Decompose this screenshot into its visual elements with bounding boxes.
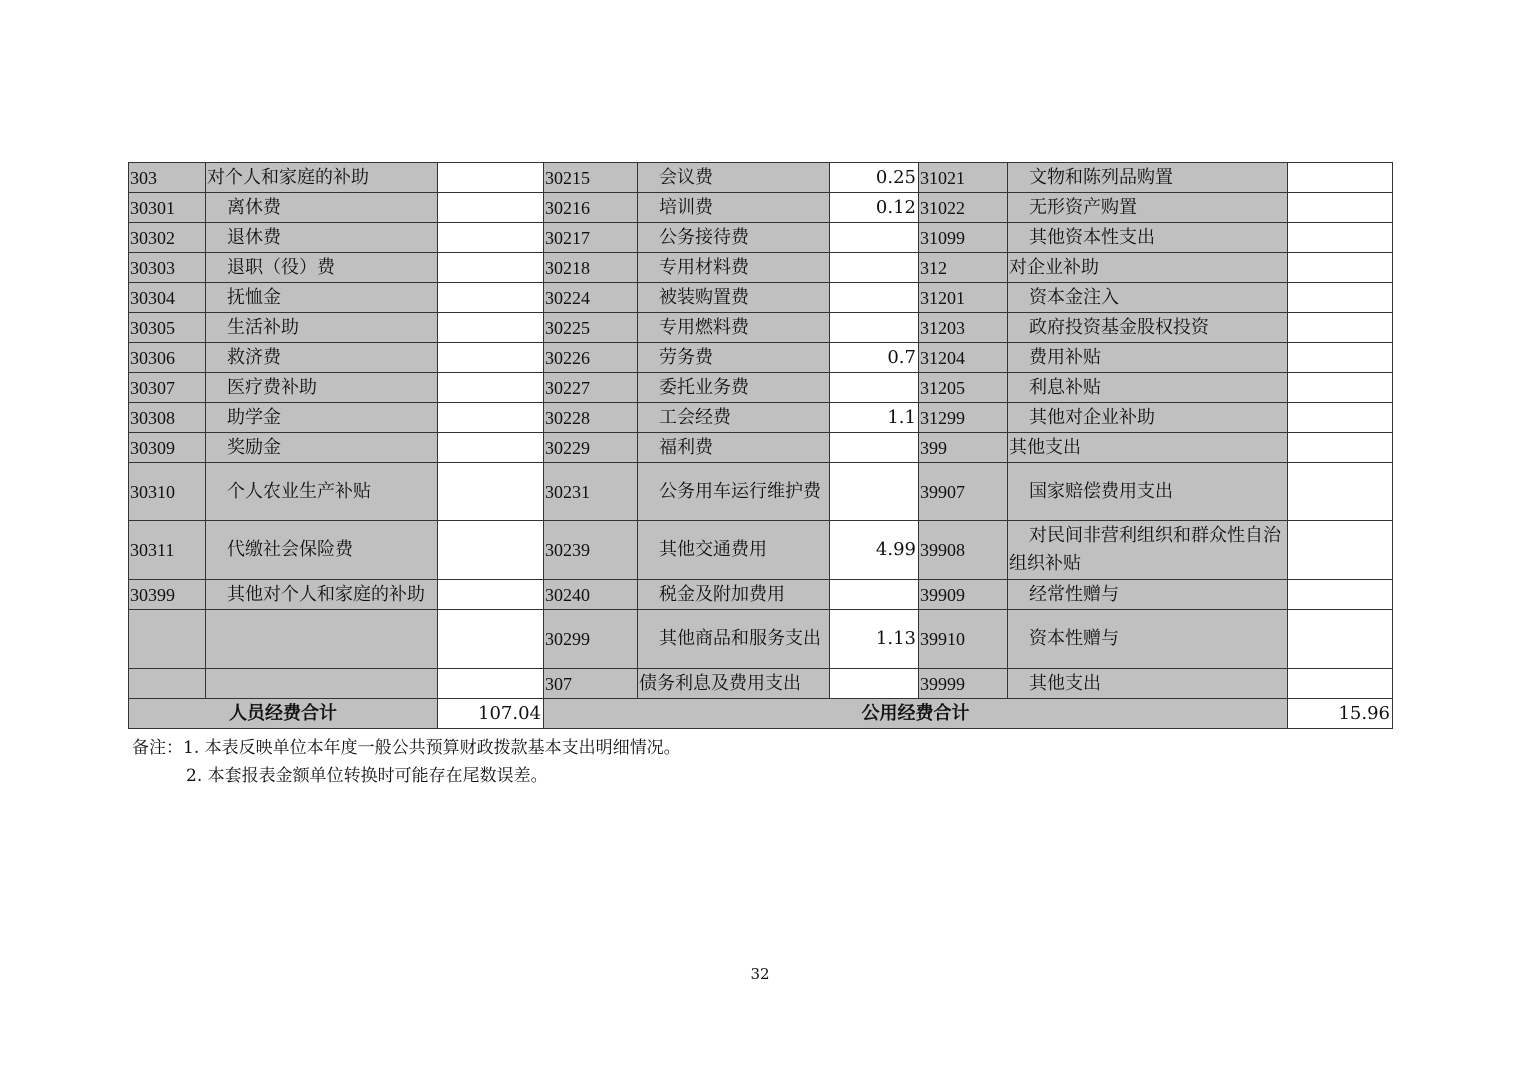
row-name-1: 医疗费补助 [206,373,438,403]
row-value-2 [830,669,919,699]
row-value-1 [438,610,544,669]
row-value-1 [438,283,544,313]
row-code-1: 30309 [129,433,206,463]
row-code-1: 30302 [129,223,206,253]
row-value-1 [438,193,544,223]
row-value-1 [438,463,544,521]
row-name-1 [206,610,438,669]
row-value-2: 0.7 [830,343,919,373]
row-value-2 [830,463,919,521]
row-code-3: 39909 [919,580,1008,610]
row-code-3: 31204 [919,343,1008,373]
row-code-2: 30225 [544,313,638,343]
row-name-1: 奖励金 [206,433,438,463]
row-name-3: 政府投资基金股权投资 [1008,313,1288,343]
row-value-2 [830,433,919,463]
row-value-3 [1288,669,1393,699]
row-value-3 [1288,223,1393,253]
row-name-1: 代缴社会保险费 [206,521,438,580]
row-code-2: 30226 [544,343,638,373]
table-row [129,343,1393,373]
row-name-3: 无形资产购置 [1008,193,1288,223]
row-code-1: 303 [129,163,206,193]
row-value-1 [438,373,544,403]
row-name-2: 培训费 [638,193,830,223]
row-code-1: 30305 [129,313,206,343]
row-value-1 [438,223,544,253]
row-value-3 [1288,610,1393,669]
row-code-2: 30239 [544,521,638,580]
row-name-3: 经常性赠与 [1008,580,1288,610]
row-name-2: 债务利息及费用支出 [638,669,830,699]
row-code-2: 30229 [544,433,638,463]
row-value-1 [438,669,544,699]
table-row [129,373,1393,403]
row-value-1 [438,433,544,463]
row-name-2: 其他商品和服务支出 [638,610,830,669]
row-name-2: 公务用车运行维护费 [638,463,830,521]
row-value-3 [1288,373,1393,403]
row-code-3: 399 [919,433,1008,463]
row-value-3 [1288,253,1393,283]
row-code-1: 30304 [129,283,206,313]
table-row [129,223,1393,253]
table-row [129,433,1393,463]
table-row [129,313,1393,343]
row-value-2 [830,223,919,253]
row-code-3: 39908 [919,521,1008,580]
table-row [129,669,1393,699]
row-name-3: 国家赔偿费用支出 [1008,463,1288,521]
row-code-3: 39999 [919,669,1008,699]
row-code-1: 30301 [129,193,206,223]
table-row [129,403,1393,433]
row-name-3: 其他资本性支出 [1008,223,1288,253]
row-value-2 [830,313,919,343]
row-code-2: 30231 [544,463,638,521]
row-value-2 [830,373,919,403]
row-code-3: 31203 [919,313,1008,343]
row-name-3: 费用补贴 [1008,343,1288,373]
row-code-1: 30310 [129,463,206,521]
row-name-3: 其他对企业补助 [1008,403,1288,433]
row-name-2: 专用材料费 [638,253,830,283]
personnel-total-label: 人员经费合计 [129,699,438,729]
row-name-1 [206,669,438,699]
page-number: 32 [750,965,770,983]
row-name-2: 会议费 [638,163,830,193]
row-name-1: 抚恤金 [206,283,438,313]
public-total-value: 15.96 [1288,699,1393,729]
row-name-1: 退职（役）费 [206,253,438,283]
row-value-2 [830,283,919,313]
table-row [129,253,1393,283]
row-name-1: 对个人和家庭的补助 [206,163,438,193]
table-row [129,193,1393,223]
row-code-1: 30311 [129,521,206,580]
row-value-1 [438,403,544,433]
row-value-3 [1288,313,1393,343]
row-name-1: 个人农业生产补贴 [206,463,438,521]
row-name-2: 被装购置费 [638,283,830,313]
row-code-2: 30216 [544,193,638,223]
row-value-3 [1288,580,1393,610]
row-code-3: 312 [919,253,1008,283]
row-code-3: 31022 [919,193,1008,223]
row-value-2: 4.99 [830,521,919,580]
row-value-3 [1288,343,1393,373]
row-name-2: 委托业务费 [638,373,830,403]
row-value-3 [1288,163,1393,193]
row-code-2: 30299 [544,610,638,669]
row-code-2: 30215 [544,163,638,193]
row-code-3: 31299 [919,403,1008,433]
row-name-2: 福利费 [638,433,830,463]
row-name-3: 文物和陈列品购置 [1008,163,1288,193]
row-name-1: 救济费 [206,343,438,373]
row-code-2: 30228 [544,403,638,433]
row-value-2: 1.13 [830,610,919,669]
table-row [129,463,1393,521]
row-code-1: 30306 [129,343,206,373]
row-code-1: 30307 [129,373,206,403]
table-row [129,580,1393,610]
row-name-2: 公务接待费 [638,223,830,253]
row-name-2: 其他交通费用 [638,521,830,580]
row-code-3: 31201 [919,283,1008,313]
row-code-3: 31021 [919,163,1008,193]
row-value-2: 0.12 [830,193,919,223]
row-code-1: 30308 [129,403,206,433]
row-code-3: 31205 [919,373,1008,403]
row-name-3: 对民间非营利组织和群众性自治组织补贴 [1008,521,1288,580]
row-code-2: 30224 [544,283,638,313]
row-value-3 [1288,283,1393,313]
row-name-2: 税金及附加费用 [638,580,830,610]
row-value-3 [1288,403,1393,433]
row-value-1 [438,521,544,580]
row-code-3: 39907 [919,463,1008,521]
row-name-3: 其他支出 [1008,433,1288,463]
row-name-3: 其他支出 [1008,669,1288,699]
table-row [129,283,1393,313]
row-name-1: 生活补助 [206,313,438,343]
row-name-3: 资本性赠与 [1008,610,1288,669]
row-value-3 [1288,463,1393,521]
row-name-3: 利息补贴 [1008,373,1288,403]
row-name-2: 专用燃料费 [638,313,830,343]
row-value-1 [438,163,544,193]
row-name-3: 对企业补助 [1008,253,1288,283]
row-code-3: 31099 [919,223,1008,253]
row-code-2: 30217 [544,223,638,253]
public-total-label: 公用经费合计 [544,699,1288,729]
note-line-1: 备注：1. 本表反映单位本年度一般公共预算财政拨款基本支出明细情况。 [132,738,681,758]
row-code-2: 307 [544,669,638,699]
row-value-1 [438,313,544,343]
note-line-2: 2. 本套报表金额单位转换时可能存在尾数误差。 [186,766,548,786]
row-value-2 [830,253,919,283]
row-value-2: 0.25 [830,163,919,193]
table-row [129,610,1393,669]
row-code-1: 30303 [129,253,206,283]
row-name-2: 工会经费 [638,403,830,433]
row-name-2: 劳务费 [638,343,830,373]
row-name-1: 退休费 [206,223,438,253]
row-name-3: 资本金注入 [1008,283,1288,313]
budget-detail-table [128,162,1393,729]
row-value-3 [1288,433,1393,463]
table-row [129,163,1393,193]
row-code-1: 30399 [129,580,206,610]
row-name-1: 助学金 [206,403,438,433]
row-name-1: 其他对个人和家庭的补助 [206,580,438,610]
row-name-1: 离休费 [206,193,438,223]
row-code-2: 30240 [544,580,638,610]
personnel-total-value: 107.04 [438,699,544,729]
row-value-1 [438,253,544,283]
row-value-1 [438,343,544,373]
row-code-1 [129,610,206,669]
totals-row [129,699,1393,729]
row-value-2 [830,580,919,610]
table-row [129,521,1393,580]
row-code-1 [129,669,206,699]
row-value-2: 1.1 [830,403,919,433]
row-code-2: 30227 [544,373,638,403]
row-code-3: 39910 [919,610,1008,669]
row-value-3 [1288,521,1393,580]
row-value-3 [1288,193,1393,223]
row-code-2: 30218 [544,253,638,283]
row-value-1 [438,580,544,610]
